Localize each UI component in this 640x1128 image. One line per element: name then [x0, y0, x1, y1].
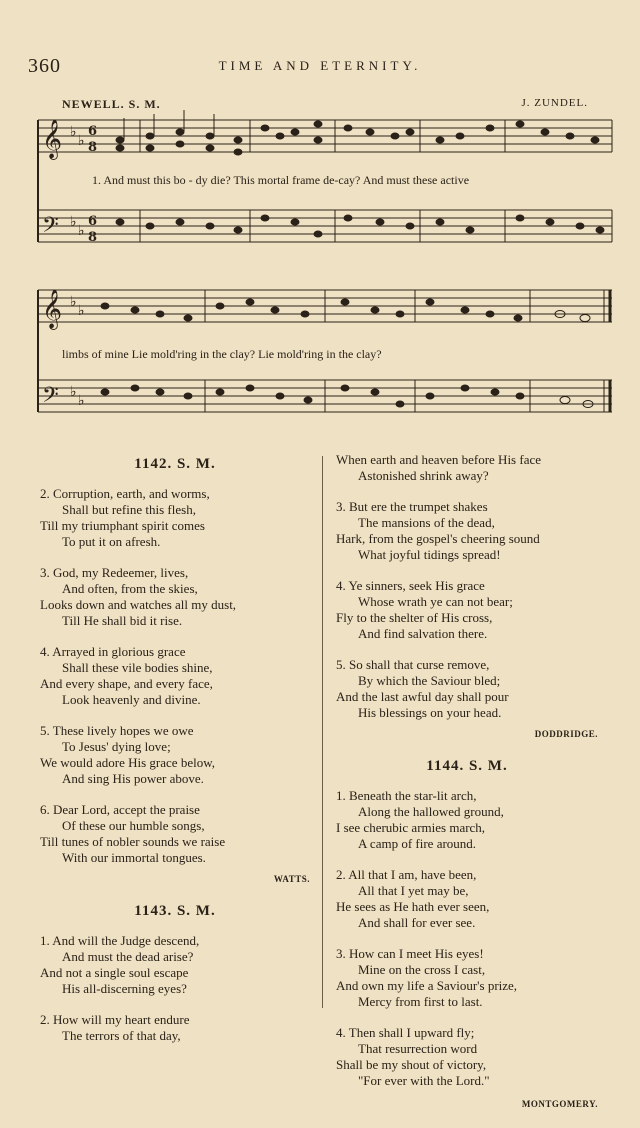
svg-text:♭: ♭ [78, 393, 85, 409]
svg-text:♭: ♭ [70, 124, 77, 140]
lyrics-line-1: 1. And must this bo - dy die? This mortal frame de-cay? And must these active [92, 173, 470, 187]
hymn-1142-title: 1142. S. M. [134, 456, 216, 472]
notes-s1-treble [116, 110, 599, 155]
hymn-1144-author: MONTGOMERY. [521, 1099, 598, 1109]
music-score [0, 100, 640, 430]
svg-text:6: 6 [88, 124, 98, 139]
hymn-1143-title: 1143. S. M. [134, 903, 216, 919]
hymn-1142-stanza-6: 6. Dear Lord, accept the praise Of these our humble songs, Till tunes of nobler sounds we raise With our immortal tongues. [40, 802, 226, 865]
svg-text:𝄞: 𝄞 [42, 119, 63, 159]
svg-text:♭: ♭ [70, 384, 77, 400]
hymn-1144-stanza-1: 1. Beneath the star-lit arch, Along the hallowed ground, I see cherubic armies march, A camp of fire around. [336, 788, 504, 851]
hymn-1142-stanza-2: 2. Corruption, earth, and worms, Shall but refine this flesh, Till my triumphant spirit comes To put it on afresh. [40, 486, 210, 549]
hymn-1143-stanza-2: 2. How will my heart endure The terrors of that day, [40, 1012, 190, 1043]
notes-s2-treble [101, 299, 590, 322]
page-number: 360 [28, 55, 61, 77]
hymn-1143-stanza-3: 3. But ere the trumpet shakes The mansions of the dead, Hark, from the gospel's cheering sound What joyful tidings spread! [336, 499, 540, 562]
hymn-1143-stanza-1: 1. And will the Judge descend, And must the dead arise? And not a single soul escape His all-discerning eyes? [40, 933, 200, 996]
svg-text:𝄢: 𝄢 [42, 383, 59, 413]
hymn-1143-stanza-2-continued: When earth and heaven before His face Astonished shrink away? [336, 452, 541, 483]
svg-text:8: 8 [88, 140, 98, 155]
hymn-1144-title: 1144. S. M. [426, 758, 508, 774]
section-title: TIME AND ETERNITY. [218, 58, 422, 73]
hymn-1142-stanza-4: 4. Arrayed in glorious grace Shall these vile bodies shine, And every shape, and every face, Look heavenly and divine. [40, 644, 213, 707]
lyrics-line-2: limbs of mine Lie mold'ring in the clay? Lie mold'ring in the clay? [62, 347, 382, 361]
left-column [40, 456, 310, 1059]
hymn-1143-author: DODDRIDGE. [534, 729, 598, 739]
bass-staff-1 [38, 210, 612, 242]
column-divider [322, 456, 323, 1008]
hymn-1143-stanza-4: 4. Ye sinners, seek His grace Whose wrath ye can not bear; Fly to the shelter of His cross, And find salvation there. [336, 578, 513, 641]
svg-text:8: 8 [88, 230, 98, 245]
hymn-1142-author: WATTS. [273, 874, 310, 884]
svg-text:♭: ♭ [78, 303, 85, 319]
svg-text:𝄢: 𝄢 [42, 213, 59, 243]
hymn-1144-stanza-4: 4. Then shall I upward fly; That resurrection word Shall be my shout of victory, "For ever with the Lord." [336, 1025, 490, 1088]
tune-composer: J. ZUNDEL. [521, 97, 588, 109]
svg-text:♭: ♭ [70, 214, 77, 230]
svg-text:𝄞: 𝄞 [42, 289, 63, 329]
tune-name: NEWELL. S. M. [62, 97, 161, 111]
hymn-1142-stanza-3: 3. God, my Redeemer, lives, And often, from the skies, Looks down and watches all my dust, Till He shall bid it rise. [40, 565, 237, 628]
right-column [336, 452, 598, 1128]
hymn-1143-stanza-5: 5. So shall that curse remove, By which the Saviour bled; And the last awful day shall pour His blessings on your head. [336, 657, 509, 720]
svg-text:♭: ♭ [78, 223, 85, 239]
hymn-1144-stanza-3: 3. How can I meet His eyes! Mine on the cross I cast, And own my life a Saviour's prize, Mercy from first to last. [336, 946, 518, 1009]
hymn-1142-stanza-5: 5. These lively hopes we owe To Jesus' dying love; We would adore His grace below, And sing His power above. [40, 723, 215, 786]
svg-text:6: 6 [88, 214, 98, 229]
hymn-1144-stanza-2: 2. All that I am, have been, All that I yet may be, He sees as He hath ever seen, And shall for ever see. [336, 867, 490, 930]
svg-text:♭: ♭ [78, 133, 85, 149]
svg-text:♭: ♭ [70, 294, 77, 310]
